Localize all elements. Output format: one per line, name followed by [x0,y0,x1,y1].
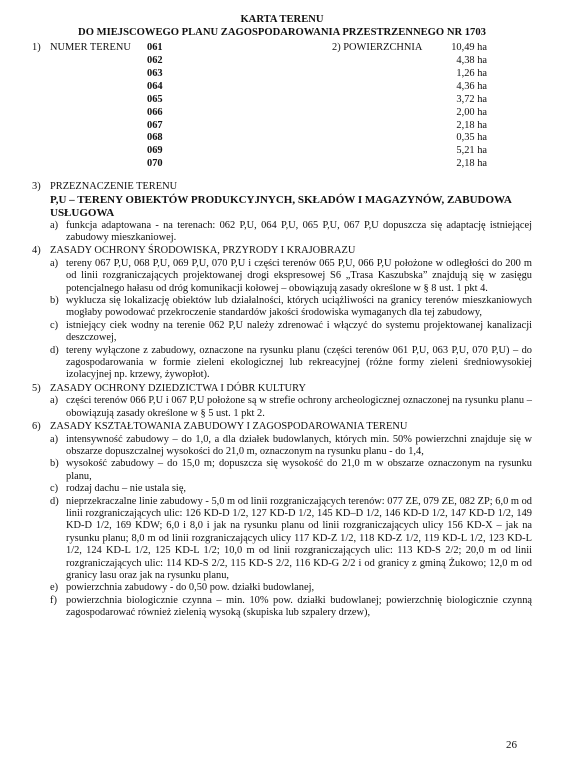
land-id: 068 [147,132,163,144]
land-area: 2,00 ha [456,106,487,118]
section-6-heading [32,421,532,433]
section-4-heading [32,245,532,257]
land-id: 064 [147,80,163,92]
land-area: 2,18 ha [456,158,487,170]
list-item-text: tereny 067 P,U, 068 P,U, 069 P,U, 070 P,U i części terenów 065 P,U, 066 P,U położone w odległości do 200 m od linii rozgraniczających projektowanej drogi ekspresowej S6 „Trasa Kaszubska” znajdują się w zasięgu potencjalnego hałasu od dróg komunikacji kołowej – obowiązują zasady określone w § 8 ust. 1 pkt 4. [66,257,532,294]
area-label-text: POWIERZCHNIA [343,42,423,54]
list-item-text: nieprzekraczalne linie zabudowy - 5,0 m od linii rozgraniczających terenów: 077 ZE, 079 ZE, 082 ZP; 6,0 m od linii rozgraniczających ulic: 126 KD-D 1/2, 127 KD-D 1/2, 145 KD–D 1/2, 146 KD-D 1/2, 147 KD-D 1/2, 149 KD-D 1/2, 169 KDW; 6,0 i 8,0 i jak na rysunku planu od linii rozgraniczających ulicy 156 KD-X – jak na rysunku planu; 8,0 m od linii rozgraniczających ulicy 117 KD-Z 1/2, 118 KD-Z 1/2, 119 KD-L 1/2, 123 KD-L 1/2, 124 KD-L 1/2, 125 KD-L 1/2; 10,0 m od linii rozgraniczających ulic: 113 KD-S 2/2; 20,0 m od linii rozgraniczających ulic: 114 KD-S 2/2, 115 KD-S 2/2, 116 KD-G 2/2 i od granicy z gminą Żukowo; 12,0 m od granicy lasu oraz jak na rysunku planu, [66,495,532,581]
list-item-text: części terenów 066 P,U i 067 P,U położone są w strefie ochrony archeologicznej oznaczonej na rysunku planu – obowiązują zasady określone w § 5 ust. 1 pkt 2. [66,395,532,419]
list-marker: a) [50,433,59,445]
area-label [332,42,422,54]
land-id: 067 [147,119,163,131]
list-item-text: powierzchnia zabudowy - do 0,50 pow. działki budowlanej, [66,582,315,594]
list-item-text: istniejący ciek wodny na terenie 062 P,U należy zdrenować i włączyć do systemu projektowanej kanalizacji deszczowej, [66,319,532,344]
land-area: 5,21 ha [456,145,487,157]
land-area: 4,36 ha [456,80,487,92]
section-1-number: 1) [32,42,41,54]
list-item [32,345,532,382]
list-marker: b) [50,295,59,307]
section-title: ZASADY KSZTAŁTOWANIA ZABUDOWY I ZAGOSPODAROWANIA TERENU [50,421,408,433]
list-marker: f) [50,594,57,606]
list-marker: b) [50,458,59,470]
list-item [32,220,532,245]
list-item-text: powierzchnia biologicznie czynna – min. 10% pow. działki budowlanej; powierzchnię biologicznie czynną zagospodarować również zielenią wysoką (skupiska lub szpalery drzew), [66,594,532,619]
land-area: 10,49 ha [451,42,487,54]
section-number: 5) [32,382,41,394]
list-item [32,483,532,495]
land-area: 1,26 ha [456,67,487,79]
list-item [32,258,532,295]
title-line-1: KARTA TERENU [240,14,324,25]
list-item [32,320,532,345]
section-title: ZASADY OCHRONY ŚRODOWISKA, PRZYRODY I KRAJOBRAZU [50,245,356,257]
land-area: 3,72 ha [456,93,487,105]
list-item [32,595,532,620]
list-item-text: wysokość zabudowy – do 15,0 m; dopuszcza się wysokość do 21,0 m w obszarze oznaczonym na rysunku planu, [66,458,532,482]
land-id: 061 [147,42,163,54]
list-item [32,395,532,420]
list-item-text: intensywność zabudowy – do 1,0, a dla działek budowlanych, których min. 50% powierzchni znajduje się w obszarze dopuszczalnej wysokości do 21,0 m, oznaczonym na rysunku planu - do 1,4, [66,433,532,457]
list-item-text: tereny wyłączone z zabudowy, oznaczone na rysunku planu (części terenów 061 P,U, 063 P,U, 070 P,U) – do zagospodarowania w formie zieleni ekologicznej lub rekreacyjnej (różne formy zieleni średniowysokiej izolacyjnej np. krzewy, żywopłot). [66,344,532,381]
list-marker: a) [50,395,59,407]
land-id: 066 [147,106,163,118]
list-item-text: rodzaj dachu – nie ustala się, [66,483,187,495]
section-title: PRZEZNACZENIE TERENU [50,181,178,193]
document-page [32,14,532,620]
list-marker: c) [50,483,59,495]
section-2-number: 2) [332,42,341,54]
section-5-heading [32,383,532,395]
section-number: 4) [32,245,41,257]
land-id: 069 [147,145,163,157]
list-marker: c) [50,319,59,331]
page-number: 26 [506,738,517,751]
section-title: ZASADY OCHRONY DZIEDZICTWA I DÓBR KULTURY [50,382,307,394]
list-item [32,434,532,459]
document-title [32,14,532,39]
list-item [32,582,532,594]
land-id: 062 [147,55,163,67]
section-3-heading [32,181,532,193]
land-area: 0,35 ha [456,132,487,144]
title-line-2: DO MIEJSCOWEGO PLANU ZAGOSPODAROWANIA PRZESTRZENNEGO NR 1703 [78,26,486,38]
section-number: 3) [32,181,41,193]
land-number-label: NUMER TERENU [50,42,131,54]
list-marker: d) [50,495,59,507]
list-item-text: funkcja adaptowana - na terenach: 062 P,U, 064 P,U, 065 P,U, 067 P,U dopuszcza się adaptację istniejącej zabudowy mieszkaniowej. [66,219,532,243]
land-id: 065 [147,93,163,105]
land-table [32,42,532,180]
list-item [32,295,532,320]
land-area-column [441,42,487,171]
land-id: 070 [147,158,163,170]
list-marker: e) [50,582,59,594]
list-item [32,496,532,583]
land-purpose: P,U – TERENY OBIEKTÓW PRODUKCYJNYCH, SKŁADÓW I MAGAZYNÓW, ZABUDOWA USŁUGOWA [50,193,512,219]
list-item-text: wyklucza się lokalizację obiektów lub działalności, których uciążliwości na granicy terenów mieszkaniowych mogłaby powodować przekroczenie standardów jakości środowiska wymaganych dla tej zabudowy, [66,295,532,319]
land-area: 4,38 ha [456,55,487,67]
list-marker: a) [50,257,59,269]
list-marker: d) [50,344,59,356]
land-area: 2,18 ha [456,119,487,131]
list-marker: a) [50,219,59,231]
land-id-column [147,42,163,171]
list-item [32,458,532,483]
section-number: 6) [32,421,41,433]
land-id: 063 [147,67,163,79]
